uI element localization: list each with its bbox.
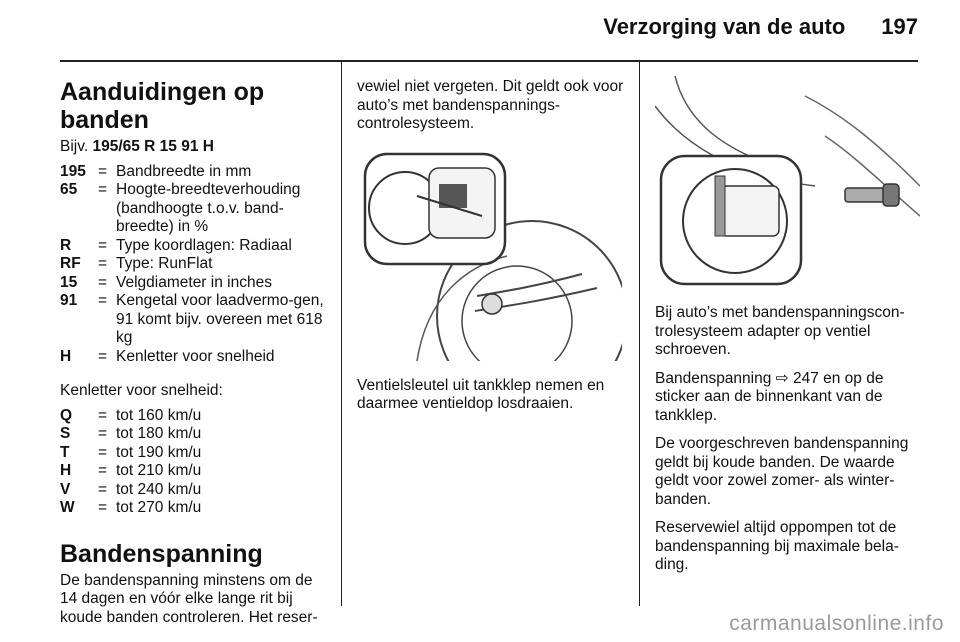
speed-intro: Kenletter voor snelheid: [60,382,223,399]
list-item [60,255,330,274]
adapter-illustration [655,76,920,288]
description: Kengetal voor laadvermo-gen, 91 komt bijv. overeen met 618 kg [116,292,324,346]
equals: = [98,273,108,291]
code: Q [60,406,73,424]
description: Bandbreedte in mm [116,162,252,180]
list-item [60,444,330,463]
code: RF [60,255,81,272]
tire-code-list [60,163,330,367]
list-item [60,163,330,182]
tire-pressure-paragraph: De bandenspanning minstens om de 14 dagen en vóór elke lange rit bij koude banden controleren. Het reser- [60,571,318,626]
equals: = [98,292,108,309]
paragraph-pressure-reference: Bandenspanning ⇨ 247 en op de sticker aan de binnenkant van de tankklep. [655,369,884,424]
description: Velgdiameter in inches [116,273,272,291]
equals: = [98,255,108,272]
spare-wheel-paragraph: vewiel niet vergeten. Dit geldt ook voor auto’s met bandenspannings-controlesysteem. [357,78,624,132]
heading-tire-pressure: Bandenspanning [60,539,263,568]
description: Hoogte-breedteverhouding (bandhoogte t.o.v. band-breedte) in % [116,181,301,235]
paragraph-adapter: Bij auto’s met bandenspanningscon-trolesysteem adapter op ventiel schroeven. [655,304,905,358]
description: tot 180 km/u [116,425,202,442]
page-number: 197 [881,14,918,39]
description: Type: RunFlat [116,255,213,272]
description: tot 160 km/u [116,406,202,424]
equals: = [98,236,108,254]
list-item [60,292,330,348]
column-3 [655,62,923,575]
column-divider-2 [639,62,640,606]
watermark: carmanualsonline.info [729,612,944,635]
description: tot 270 km/u [116,499,202,516]
example-line [60,138,330,157]
equals: = [98,499,108,516]
column-divider-1 [341,62,342,606]
equals: = [98,480,108,498]
equals: = [98,406,108,424]
equals: = [98,425,108,442]
list-item [60,499,330,518]
heading-tire-markings: Aanduidingen op banden [60,78,265,134]
list-item [60,407,330,426]
equals: = [98,181,108,198]
column-1 [60,62,330,627]
code: 15 [60,273,78,291]
code: S [60,425,71,442]
valve-adapter-drawing [655,76,920,288]
fuel-flap-wheel-drawing [357,146,622,361]
example-prefix: Bijv. [60,138,89,155]
code: R [60,236,72,254]
description: Kenletter voor snelheid [116,347,275,365]
column-2 [357,62,627,414]
section-title: Verzorging van de auto [603,14,846,39]
description: tot 190 km/u [116,443,202,461]
description: Type koordlagen: Radiaal [116,236,292,254]
equals: = [98,162,108,180]
paragraph-spare-wheel: Reservewiel altijd oppompen tot de bandenspanning bij maximale bela-ding. [655,519,899,573]
code: 195 [60,162,86,180]
equals: = [98,443,108,461]
figure-caption: Ventielsleutel uit tankklep nemen en daarmee ventieldop losdraaien. [357,376,605,412]
list-item [60,181,330,237]
example-value: 195/65 R 15 91 H [92,138,214,155]
list-item [60,348,330,367]
list-item [60,425,330,444]
valve-key-illustration [357,146,622,361]
list-item [60,237,330,256]
code: 91 [60,292,78,309]
code: 65 [60,181,78,198]
speed-code-list [60,407,330,518]
paragraph-cold-tires: De voorgeschreven bandenspanning geldt bij koude banden. De waarde geldt voor zowel zomer- als winter-banden. [655,435,909,508]
description: tot 210 km/u [116,462,202,479]
code: W [60,499,75,516]
code: V [60,480,71,498]
list-item [60,462,330,481]
code: T [60,443,70,461]
list-item [60,274,330,293]
list-item [60,481,330,500]
code: H [60,462,72,479]
equals: = [98,462,108,479]
page-header [603,14,918,40]
description: tot 240 km/u [116,480,202,498]
equals: = [98,347,108,365]
code: H [60,347,72,365]
